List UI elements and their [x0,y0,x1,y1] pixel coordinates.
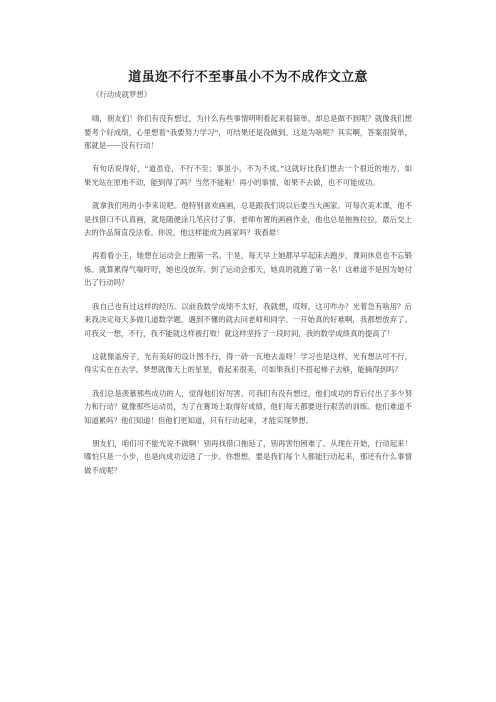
document-title: 道虽迩不行不至事虽小不为不成作文立意 [128,70,368,85]
paragraph: 朋友们，咱们可不能光说不做啊！别再找借口拖延了，别再害怕困难了。从现在开始，行动起来！哪怕只是一小步，也是向成功迈进了一步。你想想，要是我们每个人都能行动起来，那还有什么事情做不成呢？ [84,438,412,475]
document-subtitle: 《行动成就梦想》 [92,90,152,99]
paragraph: 嗨，朋友们！你们有没有想过，为什么有些事情明明看起来很简单，却总是做不到呢？就像我们想要考个好成绩，心里想着“我要努力学习”，可结果还是没做到。这是为啥呢？其实啊，答案很简单，那就是——没有行动！ [84,114,412,151]
paragraph: 这就像盖房子，光有美好的设计图不行，得一砖一瓦地去盖呀！学习也是这样，光有想法可不行，得实实在在去学。梦想就像天上的星星，看起来很美，可如果我们不搭起梯子去够，能摘得到吗？ [84,351,412,375]
paragraph: 我们总是羡慕那些成功的人，觉得他们好厉害。可我们有没有想过，他们成功的背后付出了多少努力和行动？就像那些运动员，为了在赛场上取得好成绩，他们每天都要进行艰苦的训练。他们难道不知道累吗？他们知道！但他们更知道，只有行动起来，才能实现梦想。 [84,388,412,425]
paragraph: 再看看小王，她想在运动会上跑第一名。于是，每天早上她都早早起床去跑步，课间休息也不忘锻炼。就算累得气喘吁吁，她也没放弃。到了运动会那天，她真的就跑了第一名！这难道不是因为她付出了行动吗？ [84,251,412,288]
paragraph: 就拿我们班的小李来说吧。他特别喜欢画画，总是跟我们说以后要当大画家。可每次美术课，他不是找借口不认真画，就是随便涂几笔应付了事，老师布置的画画作业，他也总是拖拖拉拉，最后交上去的作品简直没法看。你说，他这样能成为画家吗？我看悬！ [84,200,412,238]
paragraph: 有句话说得好，“道虽迩，不行不至；事虽小，不为不成。”这就好比我们想去一个很近的地方，如果光站在原地不动，能到得了吗？当然不能啦！再小的事情，如果不去做，也不可能成功。 [84,164,412,187]
paragraph: 我自己也有过这样的经历。以前我数学成绩不太好，我就想，哎呀，这可咋办？光着急有啥用？后来我决定每天多做几道数学题，遇到不懂的就去问老师和同学。一开始真的好难啊，我都想放弃了。可我又一想，不行，我不能就这样被打败！就这样坚持了一段时间，我的数学成绩真的提高了！ [84,301,412,338]
